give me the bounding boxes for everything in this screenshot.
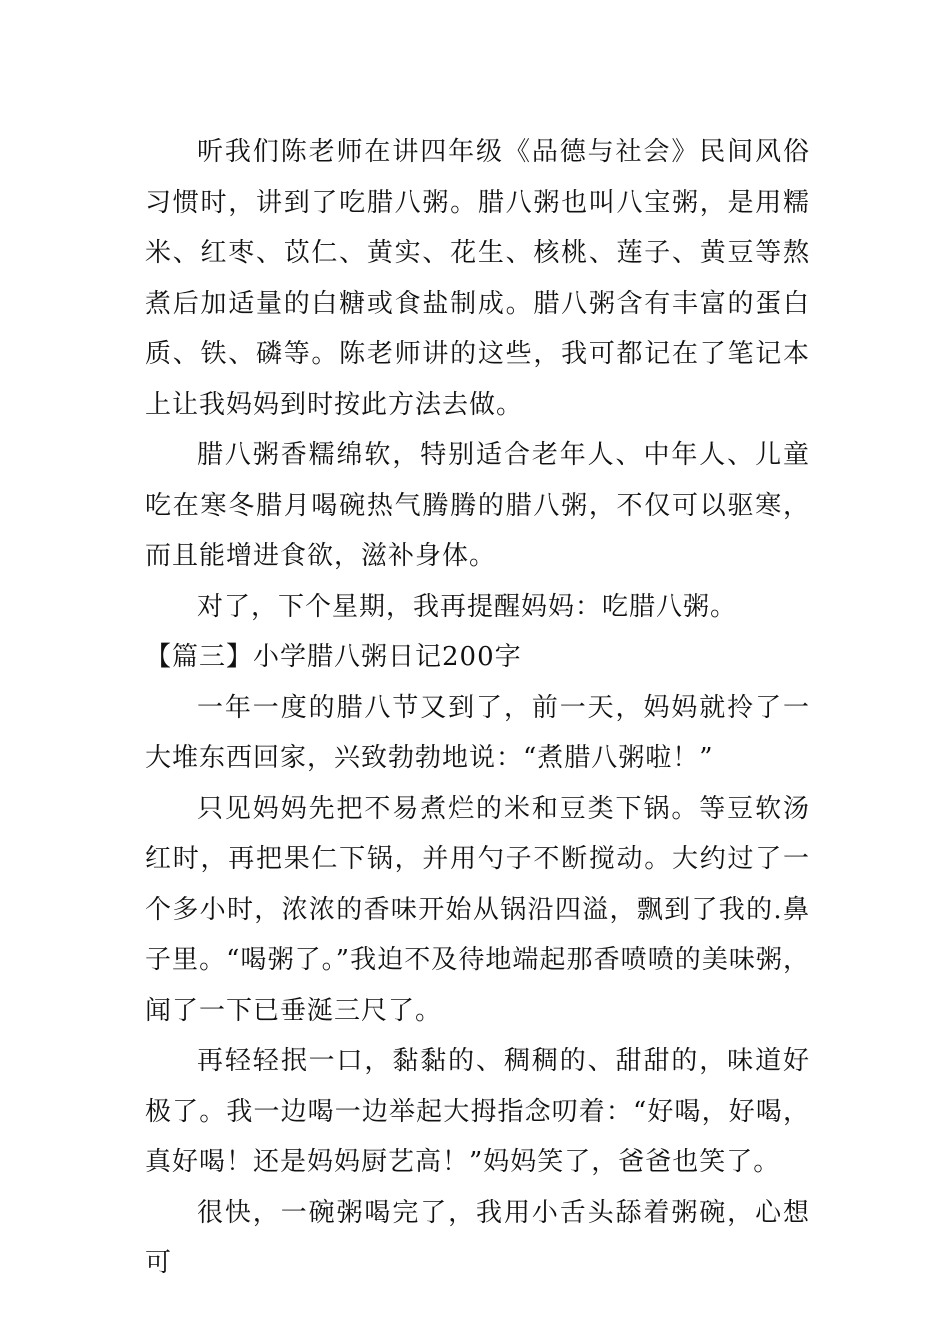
paragraph-laba-porridge-benefits: 腊八粥香糯绵软，特别适合老年人、中年人、儿童吃在寒冬腊月喝碗热气腾腾的腊八粥，不仅可以驱寒，而且能增进食欲，滋补身体。 <box>145 440 810 571</box>
paragraph-cooking: 只见妈妈先把不易煮烂的米和豆类下锅。等豆软汤红时，再把果仁下锅，并用勺子不断搅动。大约过了一个多小时，浓浓的香味开始从锅沿四溢，飘到了我的.鼻子里。“喝粥了。”我迫不及待地端起那香喷喷的美味粥，闻了一下已垂涎三尺了。 <box>145 793 810 1026</box>
document-body <box>145 127 810 1289</box>
section-heading: 【篇三】小学腊八粥日记200字 <box>145 642 522 672</box>
paragraph-laba-porridge-intro: 听我们陈老师在讲四年级《品德与社会》民间风俗习惯时，讲到了吃腊八粥。腊八粥也叫八宝粥，是用糯米、红枣、苡仁、黄实、花生、核桃、莲子、黄豆等熬煮后加适量的白糖或食盐制成。腊八粥含有丰富的蛋白质、铁、磷等。陈老师讲的这些，我可都记在了笔记本上让我妈妈到时按此方法去做。 <box>145 137 810 420</box>
paragraph-tasting: 再轻轻抿一口，黏黏的、稠稠的、甜甜的，味道好极了。我一边喝一边举起大拇指念叨着：“好喝，好喝，真好喝！还是妈妈厨艺高！”妈妈笑了，爸爸也笑了。 <box>145 1046 810 1177</box>
paragraph-finished-bowl: 很快，一碗粥喝完了，我用小舌头舔着粥碗，心想可 <box>145 1197 810 1278</box>
paragraph-reminder: 对了，下个星期，我再提醒妈妈：吃腊八粥。 <box>197 591 738 622</box>
paragraph-laba-festival: 一年一度的腊八节又到了，前一天，妈妈就拎了一大堆东西回家，兴致勃勃地说：“煮腊八粥啦！” <box>145 692 810 773</box>
